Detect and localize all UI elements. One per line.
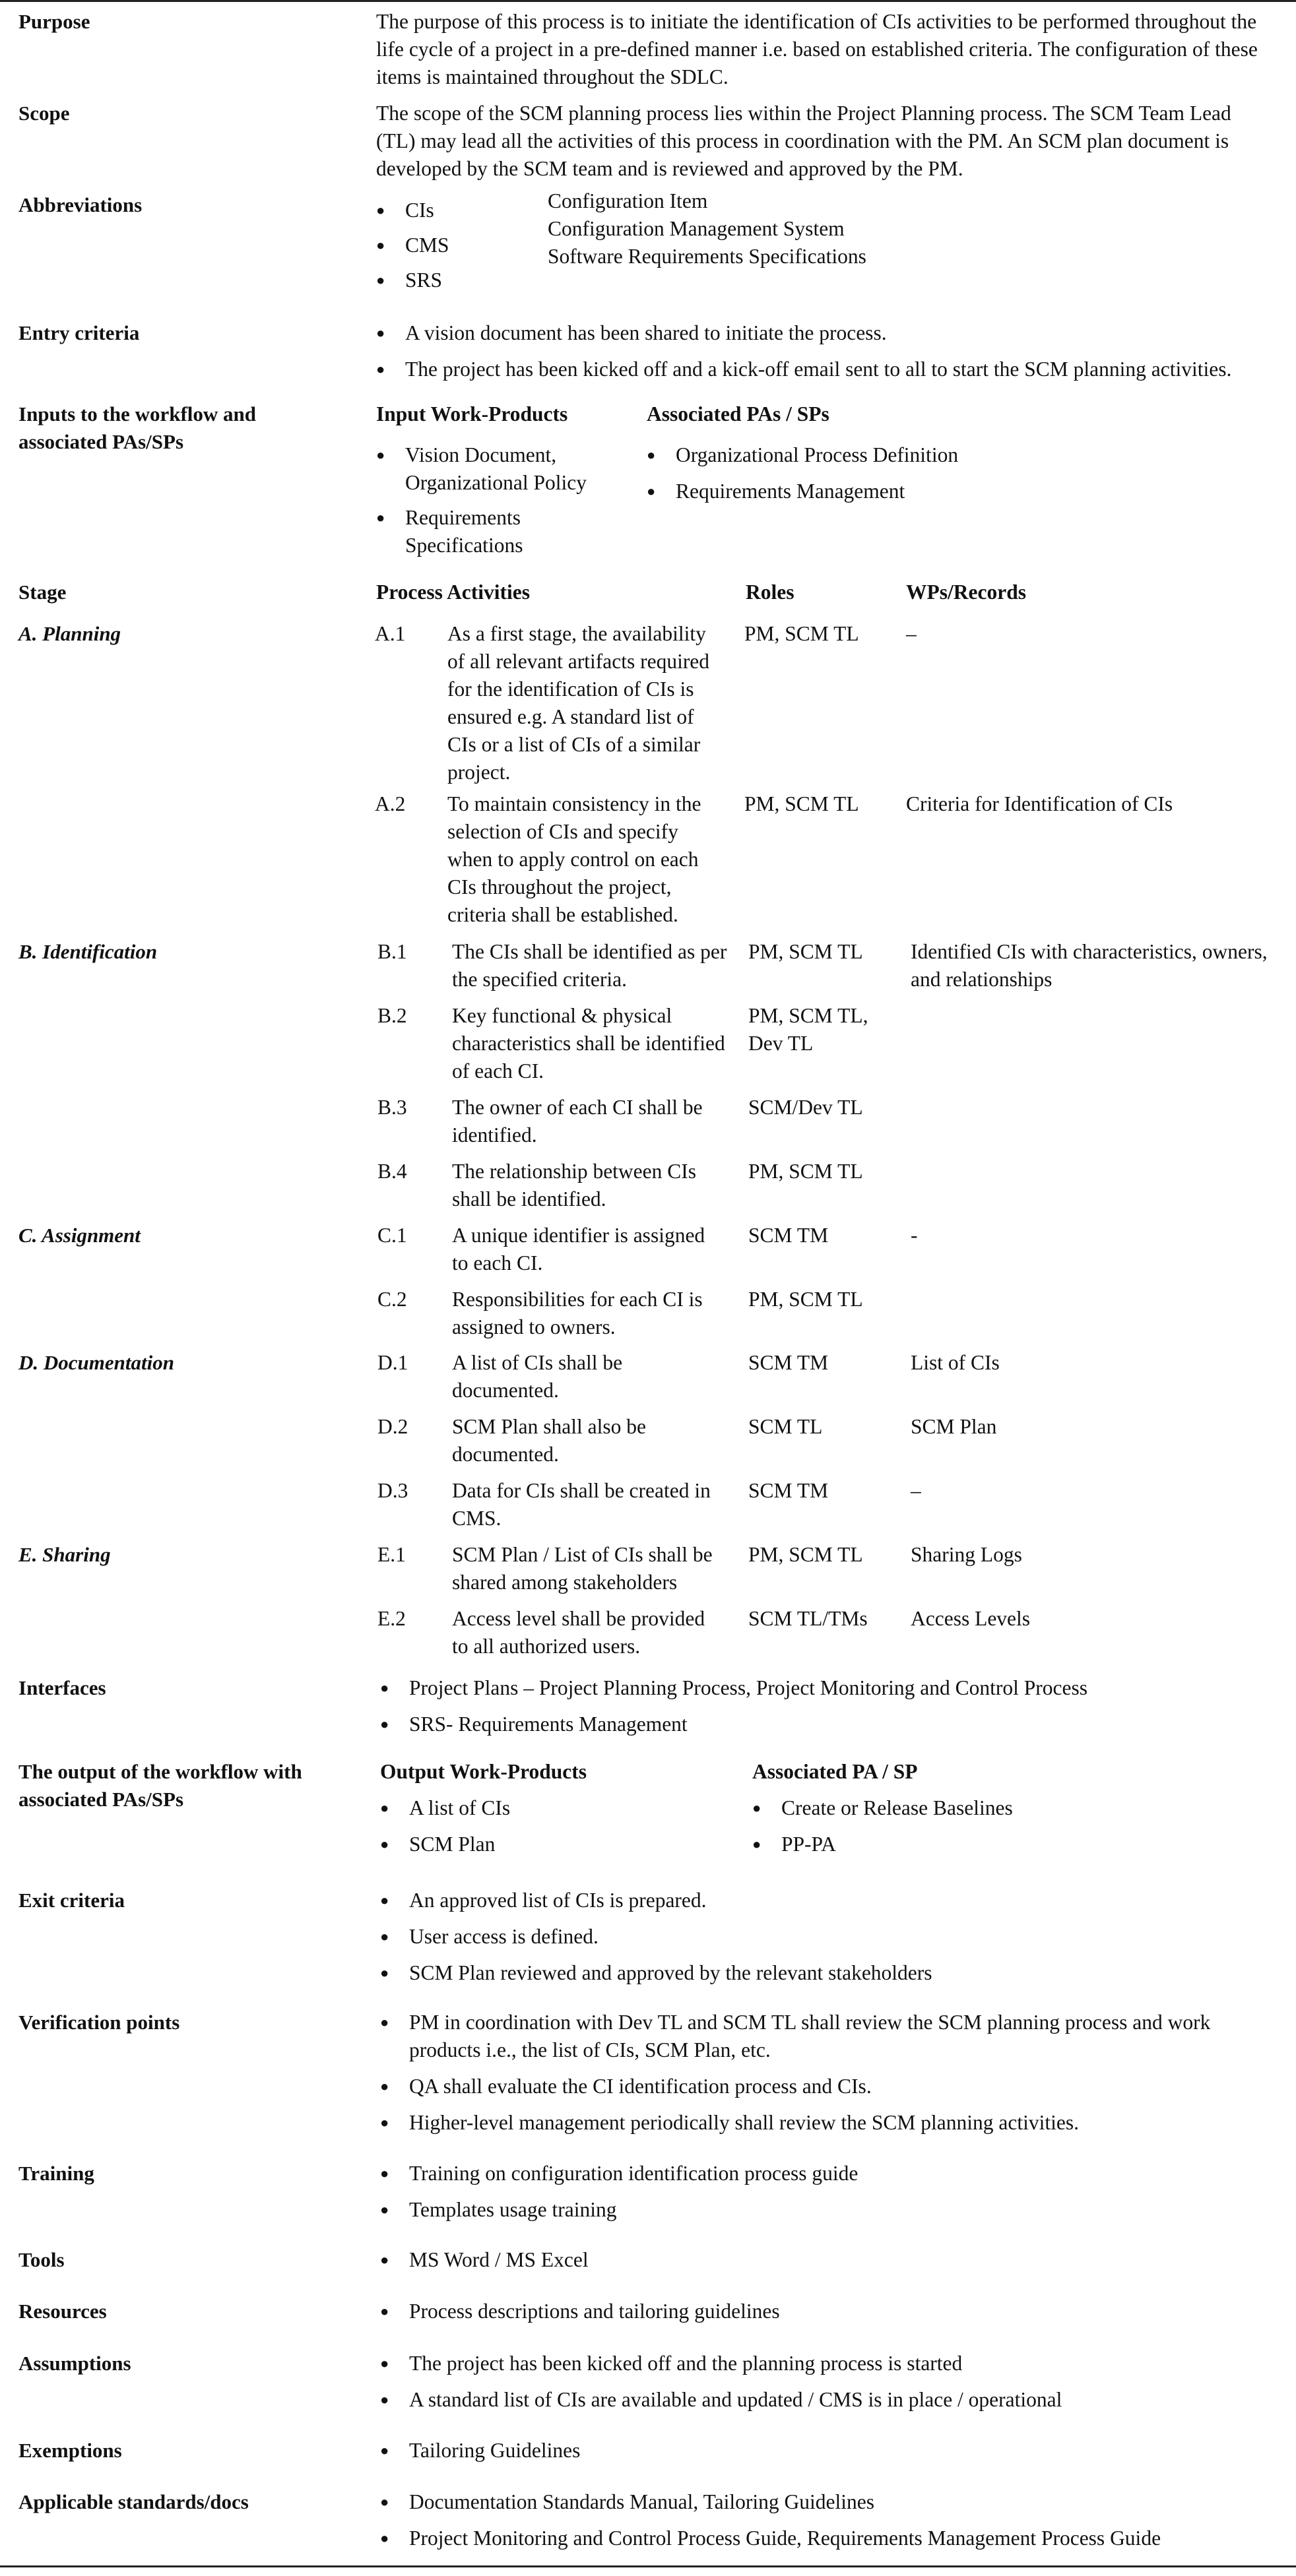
abbreviations-label: Abbreviations — [18, 193, 143, 216]
associated-pas-list — [647, 441, 1109, 514]
scope-line: (TL) may lead all the activities of this process in coordination with the PM. An SCM plan document is — [376, 129, 1229, 152]
activity-role — [748, 1002, 900, 1057]
activity-role: SCM TM — [748, 1224, 829, 1247]
activity-description — [452, 1094, 736, 1149]
list-item: ● SCM Plan reviewed and approved by the relevant stakeholders — [380, 1959, 1296, 1987]
list-item-line: ● Vision Document, — [405, 443, 557, 466]
training-list — [380, 2160, 1296, 2224]
activity-description-line: documented. — [452, 1443, 559, 1466]
list-item: ● SCM Plan — [380, 1831, 723, 1858]
activity-role: PM, SCM TL — [744, 792, 859, 815]
activity-role: SCM TM — [748, 1351, 829, 1374]
activity-role: PM, SCM TL — [744, 622, 859, 645]
activity-description-line: CIs throughout the project, — [447, 875, 672, 898]
list-item-line: ● PM in coordination with Dev TL and SCM TL shall review the SCM planning process and work — [409, 2011, 1211, 2034]
inputs-label — [18, 400, 362, 456]
list-item: ● MS Word / MS Excel — [380, 2246, 1296, 2274]
activity-description-line: SCM Plan shall also be — [452, 1415, 647, 1438]
activity-code: E.2 — [377, 1607, 406, 1630]
list-item — [376, 441, 627, 497]
activity-role: PM, SCM TL — [748, 1160, 863, 1183]
activity-description-line: ensured e.g. A standard list of — [447, 705, 694, 728]
activity-code: C.1 — [377, 1224, 407, 1247]
activity-description — [447, 620, 731, 786]
activity-description-line: to each CI. — [452, 1251, 543, 1274]
activity-description — [452, 1413, 736, 1468]
list-item: ● Create or Release Baselines — [752, 1794, 1214, 1822]
activity-description-line: identified. — [452, 1123, 537, 1147]
resources-content — [380, 2298, 1296, 2334]
activity-description — [452, 1349, 736, 1404]
activity-wp: – — [911, 1479, 921, 1502]
list-item: ● Project Plans – Project Planning Process, Project Monitoring and Control Process — [380, 1674, 1296, 1702]
activity-description-line: The CIs shall be identified as per — [452, 940, 727, 963]
list-item: ● Templates usage training — [380, 2196, 1296, 2224]
list-item — [376, 504, 627, 559]
activity-description-line: shared among stakeholders — [452, 1571, 678, 1594]
abbreviation-definitions — [548, 187, 1142, 270]
abbreviation-definition: Configuration Item — [548, 189, 708, 212]
list-item-line: Organizational Policy — [405, 471, 587, 494]
activity-description-line: Access level shall be provided — [452, 1607, 705, 1630]
stage-header-columns — [376, 579, 1293, 606]
activity-description-line: of all relevant artifacts required — [447, 650, 710, 673]
activity-role-line: PM, SCM TL, — [748, 1004, 868, 1027]
list-item-line: products i.e., the list of CIs, SCM Plan, etc. — [409, 2038, 771, 2061]
exit-criteria-label: Exit criteria — [18, 1889, 125, 1912]
list-item: ● Documentation Standards Manual, Tailoring Guidelines — [380, 2488, 1296, 2516]
purpose-text — [376, 8, 1293, 91]
activity-description — [452, 1605, 736, 1660]
activity-description-line: CIs or a list of CIs of a similar — [447, 733, 701, 756]
activity-description — [447, 790, 731, 929]
stage-header-label: Stage — [18, 581, 67, 604]
standards-label: Applicable standards/docs — [18, 2490, 249, 2513]
activity-wp: Sharing Logs — [911, 1543, 1022, 1566]
list-item: ● Organizational Process Definition — [647, 441, 1109, 469]
activity-description-line: To maintain consistency in the — [447, 792, 701, 815]
purpose-line: items is maintained throughout the SDLC. — [376, 65, 729, 88]
standards-list — [380, 2488, 1296, 2552]
associated-pa-sp-header: Associated PA / SP — [752, 1760, 918, 1783]
activity-wp: SCM Plan — [911, 1415, 997, 1438]
output-work-products-header: Output Work-Products — [380, 1760, 587, 1783]
scope-label: Scope — [18, 102, 70, 125]
entry-criteria-list — [376, 319, 1293, 383]
activity-code: B.3 — [377, 1096, 407, 1119]
input-work-products-header: Input Work-Products — [376, 402, 568, 425]
tools-content — [380, 2246, 1296, 2282]
exit-criteria-list — [380, 1887, 1296, 1987]
list-item: ● An approved list of CIs is prepared. — [380, 1887, 1296, 1914]
activity-role: PM, SCM TL — [748, 940, 863, 963]
activity-description — [452, 1002, 736, 1085]
activity-description-line: for the identification of CIs is — [447, 677, 694, 701]
process-activities-header: Process Activities — [376, 581, 530, 604]
activity-description-line: shall be identified. — [452, 1187, 606, 1210]
inputs-label-line: Inputs to the workflow and — [18, 402, 257, 425]
activity-description-line: Data for CIs shall be created in — [452, 1479, 711, 1502]
activity-role: PM, SCM TL — [748, 1543, 863, 1566]
activity-role: SCM TM — [748, 1479, 829, 1502]
activity-code: D.3 — [377, 1479, 408, 1502]
activity-description-line: SCM Plan / List of CIs shall be — [452, 1543, 713, 1566]
assumptions-list — [380, 2350, 1296, 2414]
activity-wp: Criteria for Identification of CIs — [906, 792, 1173, 815]
abbreviation-term: ● SRS — [376, 267, 535, 294]
resources-label: Resources — [18, 2300, 107, 2323]
outputs-label — [18, 1758, 362, 1813]
activity-description — [452, 1477, 736, 1532]
list-item: ● The project has been kicked off and a kick-off email sent to all to start the SCM planning activities. — [376, 356, 1293, 383]
abbreviations-content — [376, 191, 1293, 297]
stage-name: E. Sharing — [18, 1543, 111, 1566]
activity-description — [452, 1222, 736, 1277]
training-label: Training — [18, 2162, 94, 2185]
exemptions-list — [380, 2437, 1296, 2465]
activity-wp: - — [911, 1224, 918, 1247]
list-item: ● PP-PA — [752, 1831, 1214, 1858]
activity-description-line: criteria shall be established. — [447, 903, 678, 926]
scope-line: developed by the SCM team and is reviewed and approved by the PM. — [376, 157, 963, 180]
activity-description-line: A unique identifier is assigned — [452, 1224, 705, 1247]
activity-code: C.2 — [377, 1288, 407, 1311]
abbreviation-terms — [376, 197, 535, 301]
inputs-content — [376, 400, 1293, 565]
interfaces-label: Interfaces — [18, 1676, 106, 1699]
activity-description-line: the specified criteria. — [452, 968, 627, 991]
entry-criteria-label: Entry criteria — [18, 321, 140, 344]
scope-line: The scope of the SCM planning process lies within the Project Planning process. The SCM Team Lead — [376, 102, 1231, 125]
list-item: ● A standard list of CIs are available and updated / CMS is in place / operational — [380, 2386, 1296, 2414]
list-item: ● The project has been kicked off and the planning process is started — [380, 2350, 1296, 2377]
list-item: ● QA shall evaluate the CI identification process and CIs. — [380, 2073, 1296, 2100]
interfaces-content — [380, 1674, 1296, 1747]
activity-role: SCM/Dev TL — [748, 1096, 863, 1119]
activity-role: PM, SCM TL — [748, 1288, 863, 1311]
activity-role: SCM TL — [748, 1415, 823, 1438]
activity-description-line: to all authorized users. — [452, 1635, 641, 1658]
activity-code: D.2 — [377, 1415, 408, 1438]
activity-description-line: A list of CIs shall be — [452, 1351, 623, 1374]
activity-wp-line: and relationships — [911, 968, 1053, 991]
activity-wp: List of CIs — [911, 1351, 1000, 1374]
activity-code: B.1 — [377, 940, 407, 963]
stage-name: C. Assignment — [18, 1224, 141, 1247]
activity-code: B.4 — [377, 1160, 407, 1183]
activity-wp-line: Identified CIs with characteristics, owners, — [911, 940, 1268, 963]
activity-description-line: As a first stage, the availability — [447, 622, 706, 645]
list-item: ● Project Monitoring and Control Process Guide, Requirements Management Process Guide — [380, 2525, 1296, 2552]
associated-pas-header: Associated PAs / SPs — [647, 402, 829, 425]
abbreviation-definition: Configuration Management System — [548, 217, 845, 240]
training-content — [380, 2160, 1296, 2232]
activity-description-line: selection of CIs and specify — [447, 820, 678, 843]
abbreviation-term: ● CIs — [376, 197, 535, 224]
stage-name: D. Documentation — [18, 1351, 174, 1374]
activity-code: B.2 — [377, 1004, 407, 1027]
list-item: ● Training on configuration identification process guide — [380, 2160, 1296, 2187]
roles-header: Roles — [746, 581, 794, 604]
interfaces-list — [380, 1674, 1296, 1738]
list-item: ● A list of CIs — [380, 1794, 723, 1822]
bottom-rule — [0, 2565, 1296, 2567]
input-work-products-list — [376, 441, 627, 568]
list-item: ● Requirements Management — [647, 478, 1109, 505]
purpose-label: Purpose — [18, 10, 90, 33]
tools-label: Tools — [18, 2248, 65, 2271]
exit-criteria-content — [380, 1887, 1296, 1995]
activity-description — [452, 938, 736, 993]
list-item — [380, 2009, 1296, 2064]
abbreviation-term: ● CMS — [376, 232, 535, 259]
activity-role: SCM TL/TMs — [748, 1607, 868, 1630]
wps-records-header: WPs/Records — [906, 581, 1026, 604]
list-item-line: Specifications — [405, 534, 523, 557]
activity-description-line: Responsibilities for each CI is — [452, 1288, 703, 1311]
activity-description-line: The owner of each CI shall be — [452, 1096, 703, 1119]
outputs-content — [380, 1758, 1296, 1883]
list-item-line: ● Requirements — [405, 506, 521, 529]
activity-description — [452, 1541, 736, 1596]
activity-code: D.1 — [377, 1351, 408, 1374]
list-item: ● SRS- Requirements Management — [380, 1711, 1296, 1738]
activity-description — [452, 1286, 736, 1341]
list-item: ● Process descriptions and tailoring guidelines — [380, 2298, 1296, 2325]
list-item: ● Higher-level management periodically shall review the SCM planning activities. — [380, 2109, 1296, 2137]
output-work-products-list — [380, 1794, 723, 1867]
assumptions-label: Assumptions — [18, 2352, 131, 2375]
activity-wp: Access Levels — [911, 1607, 1031, 1630]
activity-role-line: Dev TL — [748, 1032, 814, 1055]
activity-description-line: The relationship between CIs — [452, 1160, 697, 1183]
standards-content — [380, 2488, 1296, 2561]
entry-criteria-content — [376, 319, 1293, 392]
tools-list — [380, 2246, 1296, 2274]
abbreviation-definition: Software Requirements Specifications — [548, 245, 866, 268]
scope-text — [376, 100, 1293, 183]
resources-list — [380, 2298, 1296, 2325]
verification-label: Verification points — [18, 2011, 180, 2034]
activity-description-line: when to apply control on each — [447, 848, 699, 871]
activity-code: E.1 — [377, 1543, 406, 1566]
associated-pa-sp-list — [752, 1794, 1214, 1867]
exemptions-content — [380, 2437, 1296, 2473]
exemptions-label: Exemptions — [18, 2439, 122, 2462]
outputs-label-line: associated PAs/SPs — [18, 1788, 184, 1811]
activity-code: A.1 — [375, 622, 406, 645]
verification-content — [380, 2009, 1296, 2145]
activity-wp: – — [906, 622, 917, 645]
activity-description-line: characteristics shall be identified — [452, 1032, 725, 1055]
activity-description-line: Key functional & physical — [452, 1004, 672, 1027]
top-rule — [0, 0, 1296, 2]
activity-description-line: CMS. — [452, 1507, 502, 1530]
activity-description-line: project. — [447, 761, 511, 784]
list-item: ● A vision document has been shared to initiate the process. — [376, 319, 1293, 347]
verification-list — [380, 2009, 1296, 2137]
activity-description — [452, 1158, 736, 1213]
purpose-line: life cycle of a project in a pre-defined manner i.e. based on established criteria. The configuration of these — [376, 38, 1258, 61]
purpose-line: The purpose of this process is to initiate the identification of CIs activities to be performed throughout the — [376, 10, 1257, 33]
list-item: ● User access is defined. — [380, 1923, 1296, 1951]
inputs-label-line: associated PAs/SPs — [18, 430, 184, 453]
assumptions-content — [380, 2350, 1296, 2422]
activity-description-line: of each CI. — [452, 1059, 544, 1083]
activity-description-line: documented. — [452, 1379, 559, 1402]
activity-wp — [911, 938, 1296, 993]
activity-code: A.2 — [375, 792, 406, 815]
list-item: ● Tailoring Guidelines — [380, 2437, 1296, 2465]
stage-name: A. Planning — [18, 622, 121, 645]
outputs-label-line: The output of the workflow with — [18, 1760, 302, 1783]
activity-description-line: assigned to owners. — [452, 1315, 616, 1338]
stage-name: B. Identification — [18, 940, 158, 963]
